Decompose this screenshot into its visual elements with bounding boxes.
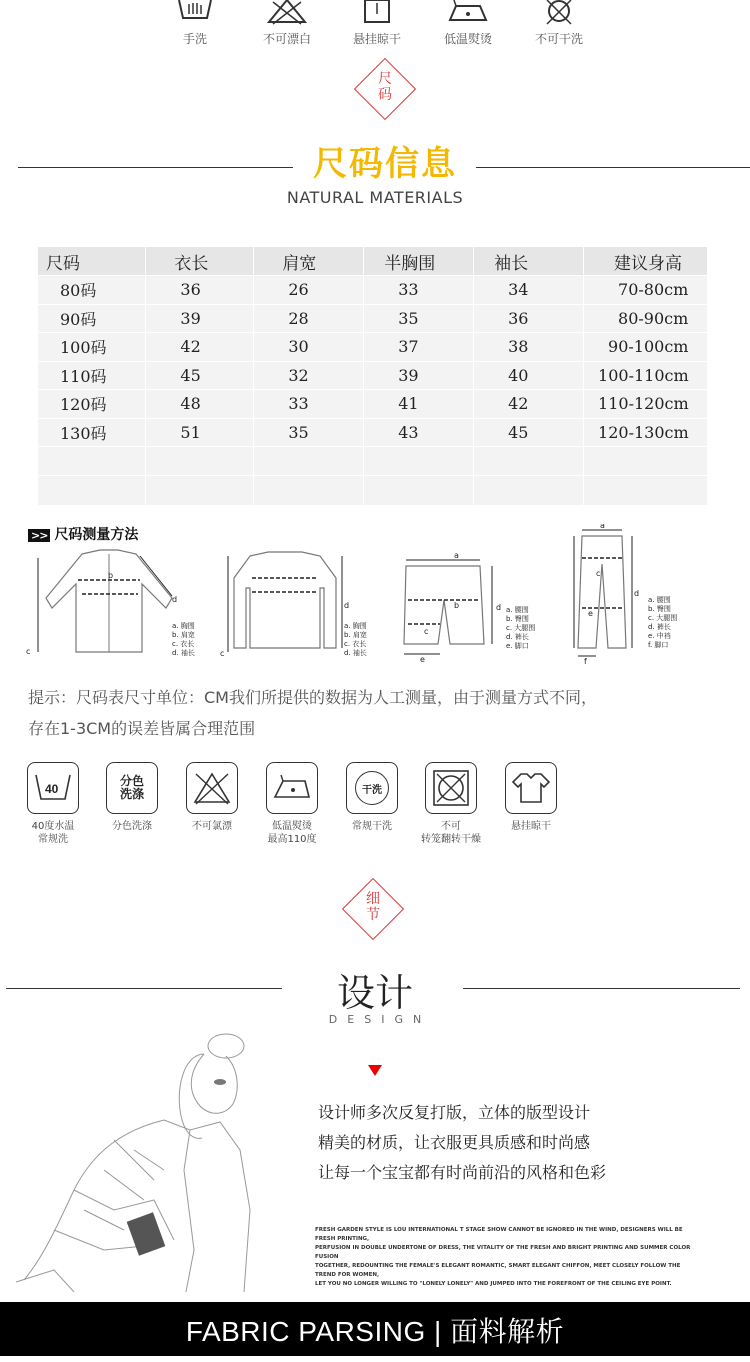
svg-text:40: 40 xyxy=(45,782,59,796)
no-dry-clean-icon xyxy=(539,0,579,26)
table-cell: 120-130cm xyxy=(584,418,708,447)
svg-text:a: a xyxy=(600,524,605,530)
svg-text:d: d xyxy=(634,589,640,598)
care-label: 悬挂晾干 xyxy=(352,32,401,46)
table-row xyxy=(38,361,708,390)
table-cell: 35 xyxy=(254,418,364,447)
no-bleach-icon xyxy=(267,0,307,26)
legend-sweater: a. 胸围 b. 肩宽 c. 衣长 d. 袖长 xyxy=(344,622,367,657)
legend-shorts: a. 腰围 b. 臀围 c. 大腿围 d. 裤长 e. 脚口 xyxy=(506,606,536,650)
table-cell: 120码 xyxy=(38,390,146,419)
care2-no-tumble xyxy=(411,762,491,846)
table-cell: 100-110cm xyxy=(584,361,708,390)
care-icons-top xyxy=(0,0,750,60)
care-item-no-tumble-dry xyxy=(519,0,599,47)
table-cell: 36 xyxy=(474,304,584,333)
svg-text:c: c xyxy=(220,649,225,658)
table-cell: 100码 xyxy=(38,333,146,362)
svg-text:b: b xyxy=(454,601,460,610)
table-row xyxy=(38,304,708,333)
care-label: 手洗 xyxy=(182,32,207,46)
svg-text:c: c xyxy=(596,569,601,578)
care-item-hand-wash xyxy=(155,0,235,47)
pants-diagram xyxy=(566,524,646,664)
section-subtitle: NATURAL MATERIALS xyxy=(286,188,464,207)
svg-text:a: a xyxy=(454,551,459,560)
size-table xyxy=(38,247,708,505)
table-cell: 36 xyxy=(146,276,254,305)
sweater-diagram xyxy=(220,548,350,660)
table-cell: 39 xyxy=(364,361,474,390)
description-line: 让每一个宝宝都有时尚前沿的风格和色彩 xyxy=(318,1163,607,1182)
table-cell: 30 xyxy=(254,333,364,362)
svg-text:d: d xyxy=(344,601,350,610)
table-cell: 33 xyxy=(364,276,474,305)
table-row-empty xyxy=(38,476,708,505)
table-cell: 32 xyxy=(254,361,364,390)
table-cell: 70-80cm xyxy=(584,276,708,305)
table-cell: 110-120cm xyxy=(584,390,708,419)
table-cell: 48 xyxy=(146,390,254,419)
table-header-cell: 半胸围 xyxy=(364,247,474,276)
care2-separate-wash xyxy=(92,762,172,833)
no-chlorine-icon xyxy=(186,762,238,814)
no-tumble-icon xyxy=(425,762,477,814)
hang-dry-icon xyxy=(357,0,397,26)
table-cell: 51 xyxy=(146,418,254,447)
hand-wash-icon xyxy=(175,0,215,26)
care2-hang-dry xyxy=(491,762,571,833)
iron-icon xyxy=(446,0,490,26)
table-cell: 28 xyxy=(254,304,364,333)
section-subtitle: DESIGN xyxy=(328,1013,432,1026)
table-cell: 45 xyxy=(146,361,254,390)
low-iron-icon xyxy=(266,762,318,814)
svg-text:f: f xyxy=(584,657,587,664)
care-label: 不可漂白 xyxy=(262,32,311,46)
care-label: 常规干洗 xyxy=(352,821,392,832)
table-header-cell: 肩宽 xyxy=(254,247,364,276)
svg-text:c: c xyxy=(424,627,429,636)
measurement-tip: 提示：尺码表尺寸单位：CM我们所提供的数据为人工测量，由于测量方式不同， 存在1-3CM的误差皆属合理范围 xyxy=(28,688,597,738)
table-cell: 33 xyxy=(254,390,364,419)
fine-print: FRESH GARDEN STYLE IS LOU INTERNATIONAL T STAGE SHOW CANNOT BE IGNORED IN THE WIND, DESIGNERS WILL BE FRESH PRINTING, PERFUSION IN DOUBLE UNDERTONE OF DRESS, THE VITALITY OF THE FRESH AND BRIGHT PRINTING AND SUMMER COLOR FUSION TOGETHER, REDOUNTING THE FEMALE'S ELEGANT ROMANTIC, SMART ELEGANT CHIFFON, MEET CLOSELY FOLLOW THE TREND FOR WOMEN, LET YOU NO LONGER WILLING TO "LONELY LONELY" AND JUMPED INTO THE FOREFRONT OF THE CEILING EYE POINT. xyxy=(315,1227,691,1287)
table-header-row xyxy=(38,247,708,276)
divider-right xyxy=(463,988,740,989)
svg-text:b: b xyxy=(108,571,114,580)
divider-left xyxy=(18,167,293,168)
table-cell: 39 xyxy=(146,304,254,333)
hang-dry-icon xyxy=(505,762,557,814)
table-cell: 80-90cm xyxy=(584,304,708,333)
section-marker-text: 尺 码 xyxy=(378,71,392,103)
table-row xyxy=(38,276,708,305)
svg-text:d: d xyxy=(172,595,178,604)
fabric-parsing-banner: FABRIC PARSING | 面料解析 xyxy=(0,1302,750,1356)
table-cell: 34 xyxy=(474,276,584,305)
divider-left xyxy=(6,988,282,989)
wash-40-icon xyxy=(27,762,79,814)
care-label: 悬挂晾干 xyxy=(511,821,551,832)
legend-shirt: a. 胸围 b. 肩宽 c. 衣长 d. 袖长 xyxy=(172,622,195,657)
table-header-cell: 尺码 xyxy=(38,247,146,276)
description-line: 设计师多次反复打版，立体的版型设计 xyxy=(318,1103,591,1122)
section-title: 尺码信息 xyxy=(313,144,457,184)
red-triangle-icon xyxy=(368,1065,382,1076)
care-label: 不可干洗 xyxy=(534,32,583,46)
table-cell: 38 xyxy=(474,333,584,362)
legend-pants: a. 腰围 b. 臀围 c. 大腿围 d. 裤长 e. 中裆 f. 脚口 xyxy=(648,596,678,649)
table-header-cell: 衣长 xyxy=(146,247,254,276)
care-item-low-iron xyxy=(428,0,508,47)
table-row xyxy=(38,390,708,419)
care-label: 低温熨烫 最高110度 xyxy=(267,821,317,845)
separate-wash-icon: 分色 洗涤 xyxy=(106,762,158,814)
table-cell: 90码 xyxy=(38,304,146,333)
divider-right xyxy=(476,167,750,168)
section-title: 设计 xyxy=(336,971,413,1015)
table-cell: 43 xyxy=(364,418,474,447)
table-cell: 37 xyxy=(364,333,474,362)
svg-text:c: c xyxy=(26,647,31,656)
care2-low-iron xyxy=(252,762,332,846)
table-header-cell: 袖长 xyxy=(474,247,584,276)
design-description xyxy=(318,1098,606,1188)
care-label: 不可氯漂 xyxy=(192,821,232,832)
svg-text:d: d xyxy=(496,603,502,612)
table-cell: 41 xyxy=(364,390,474,419)
table-cell: 45 xyxy=(474,418,584,447)
table-cell: 26 xyxy=(254,276,364,305)
table-cell: 110码 xyxy=(38,361,146,390)
care2-wash-40 xyxy=(13,762,93,846)
section-marker-text: 细 节 xyxy=(366,891,380,923)
table-cell: 90-100cm xyxy=(584,333,708,362)
care-label: 40度水温 常规洗 xyxy=(31,821,75,845)
care-label: 不可 转笼翻转干燥 xyxy=(421,821,481,845)
arrows-badge: >> xyxy=(28,529,50,542)
table-cell: 35 xyxy=(364,304,474,333)
table-cell: 130码 xyxy=(38,418,146,447)
fashion-sketch-image xyxy=(14,1010,274,1292)
table-cell: 42 xyxy=(474,390,584,419)
table-row xyxy=(38,333,708,362)
shorts-diagram xyxy=(396,550,506,662)
table-cell: 80码 xyxy=(38,276,146,305)
care-label: 低温熨烫 xyxy=(443,32,492,46)
table-cell: 40 xyxy=(474,361,584,390)
description-line: 精美的材质，让衣服更具质感和时尚感 xyxy=(318,1133,591,1152)
care-label: 分色洗涤 xyxy=(112,821,152,832)
method-title: >> 尺码测量方法 xyxy=(28,524,138,544)
care2-dry-clean xyxy=(332,762,412,833)
care-item-no-bleach xyxy=(247,0,327,47)
care2-no-chlorine xyxy=(172,762,252,833)
table-header-cell: 建议身高 xyxy=(584,247,708,276)
table-cell: 42 xyxy=(146,333,254,362)
care-item-hang-dry xyxy=(337,0,417,47)
dry-clean-icon: 干洗 xyxy=(346,762,398,814)
svg-text:e: e xyxy=(420,655,425,662)
svg-text:e: e xyxy=(588,609,593,618)
table-row xyxy=(38,418,708,447)
table-row-empty xyxy=(38,447,708,476)
